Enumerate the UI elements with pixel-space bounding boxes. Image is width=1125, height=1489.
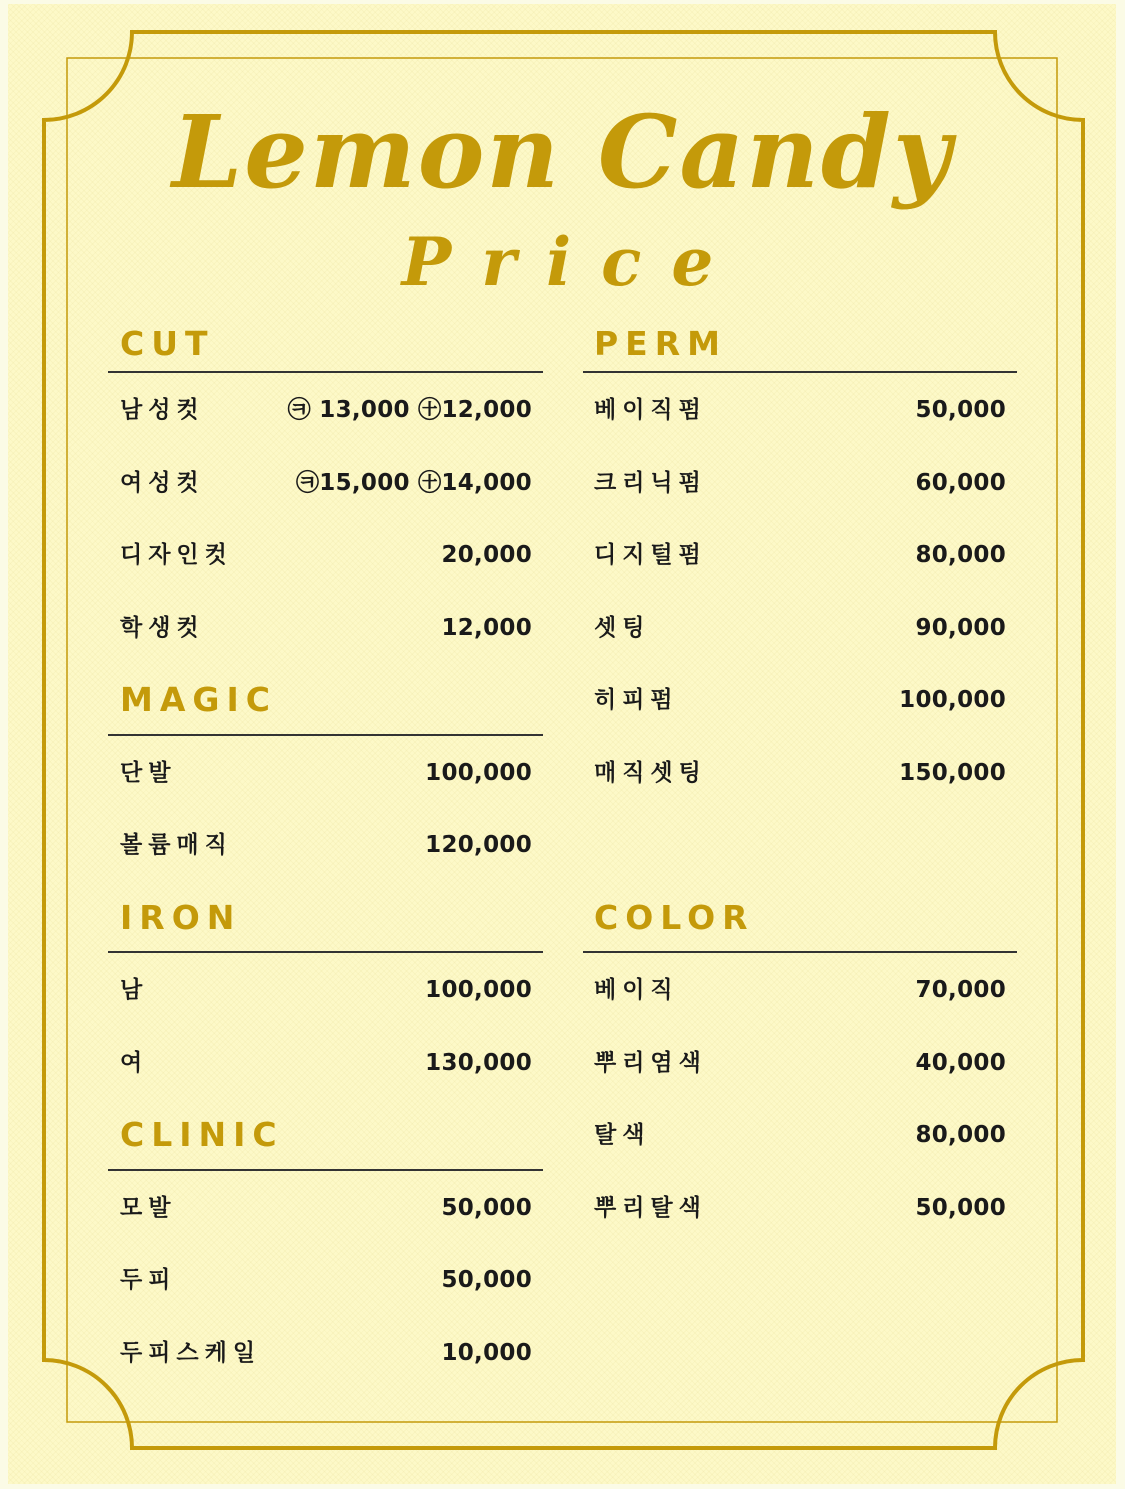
item-name: 디지털펌 <box>594 542 707 568</box>
item-name: 히피펌 <box>594 687 679 713</box>
list-item <box>594 537 1006 573</box>
item-price: 70,000 <box>915 977 1006 1003</box>
section-heading-magic: MAGIC <box>120 680 277 719</box>
section-heading-perm: PERM <box>594 324 727 363</box>
list-item <box>594 1045 1006 1081</box>
list-item <box>120 465 532 501</box>
item-name: 볼륨매직 <box>120 832 233 858</box>
list-item <box>594 1117 1006 1153</box>
list-item <box>594 755 1006 791</box>
subtitle: Price <box>401 223 744 301</box>
section-rule-cut <box>108 371 543 373</box>
list-item <box>120 1190 532 1226</box>
list-item <box>120 610 532 646</box>
item-price: 80,000 <box>915 1122 1006 1148</box>
item-name: 여 <box>120 1050 149 1076</box>
item-name: 학생컷 <box>120 615 205 641</box>
item-name: 탈색 <box>594 1122 651 1148</box>
item-price: 120,000 <box>425 832 532 858</box>
item-name: 셋팅 <box>594 615 651 641</box>
list-item <box>594 682 1006 718</box>
list-item <box>594 1190 1006 1226</box>
item-price: 20,000 <box>441 542 532 568</box>
item-name: 두피스케일 <box>120 1340 262 1366</box>
item-price: 60,000 <box>915 470 1006 496</box>
item-name: 크리닉펌 <box>594 470 707 496</box>
list-item <box>594 465 1006 501</box>
list-item <box>594 972 1006 1008</box>
section-heading-clinic: CLINIC <box>120 1115 284 1154</box>
item-price: 100,000 <box>425 760 532 786</box>
item-price: 90,000 <box>915 615 1006 641</box>
item-price: 12,000 <box>441 615 532 641</box>
item-name: 여성컷 <box>120 470 205 496</box>
item-name: 베이직 <box>594 977 679 1003</box>
item-price: 50,000 <box>441 1267 532 1293</box>
item-price: ㉪ 13,000 ㊉12,000 <box>287 397 532 423</box>
item-price: 100,000 <box>899 687 1006 713</box>
item-name: 뿌리염색 <box>594 1050 707 1076</box>
section-heading-iron: IRON <box>120 898 242 937</box>
title: Lemon Candy <box>171 93 954 211</box>
item-price: ㉪15,000 ㊉14,000 <box>295 470 532 496</box>
item-price: 10,000 <box>441 1340 532 1366</box>
item-price: 150,000 <box>899 760 1006 786</box>
list-item <box>120 1262 532 1298</box>
list-item <box>120 392 532 428</box>
item-name: 단발 <box>120 760 177 786</box>
list-item <box>120 972 532 1008</box>
list-item <box>594 610 1006 646</box>
section-rule-color <box>583 951 1017 953</box>
item-price: 50,000 <box>915 397 1006 423</box>
section-heading-cut: CUT <box>120 324 215 363</box>
list-item <box>120 827 532 863</box>
item-name: 모발 <box>120 1195 177 1221</box>
list-item <box>120 755 532 791</box>
item-price: 40,000 <box>915 1050 1006 1076</box>
item-name: 남성컷 <box>120 397 205 423</box>
item-name: 두피 <box>120 1267 177 1293</box>
section-heading-color: COLOR <box>594 898 755 937</box>
section-rule-magic <box>108 734 543 736</box>
item-name: 디자인컷 <box>120 542 233 568</box>
item-price: 50,000 <box>441 1195 532 1221</box>
section-rule-iron <box>108 951 543 953</box>
list-item <box>120 537 532 573</box>
item-name: 뿌리탈색 <box>594 1195 707 1221</box>
list-item <box>120 1335 532 1371</box>
list-item <box>594 392 1006 428</box>
item-price: 100,000 <box>425 977 532 1003</box>
item-name: 남 <box>120 977 149 1003</box>
list-item <box>120 1045 532 1081</box>
item-price: 80,000 <box>915 542 1006 568</box>
item-price: 130,000 <box>425 1050 532 1076</box>
item-name: 매직셋팅 <box>594 760 707 786</box>
item-name: 베이직펌 <box>594 397 707 423</box>
section-rule-clinic <box>108 1169 543 1171</box>
section-rule-perm <box>583 371 1017 373</box>
item-price: 50,000 <box>915 1195 1006 1221</box>
